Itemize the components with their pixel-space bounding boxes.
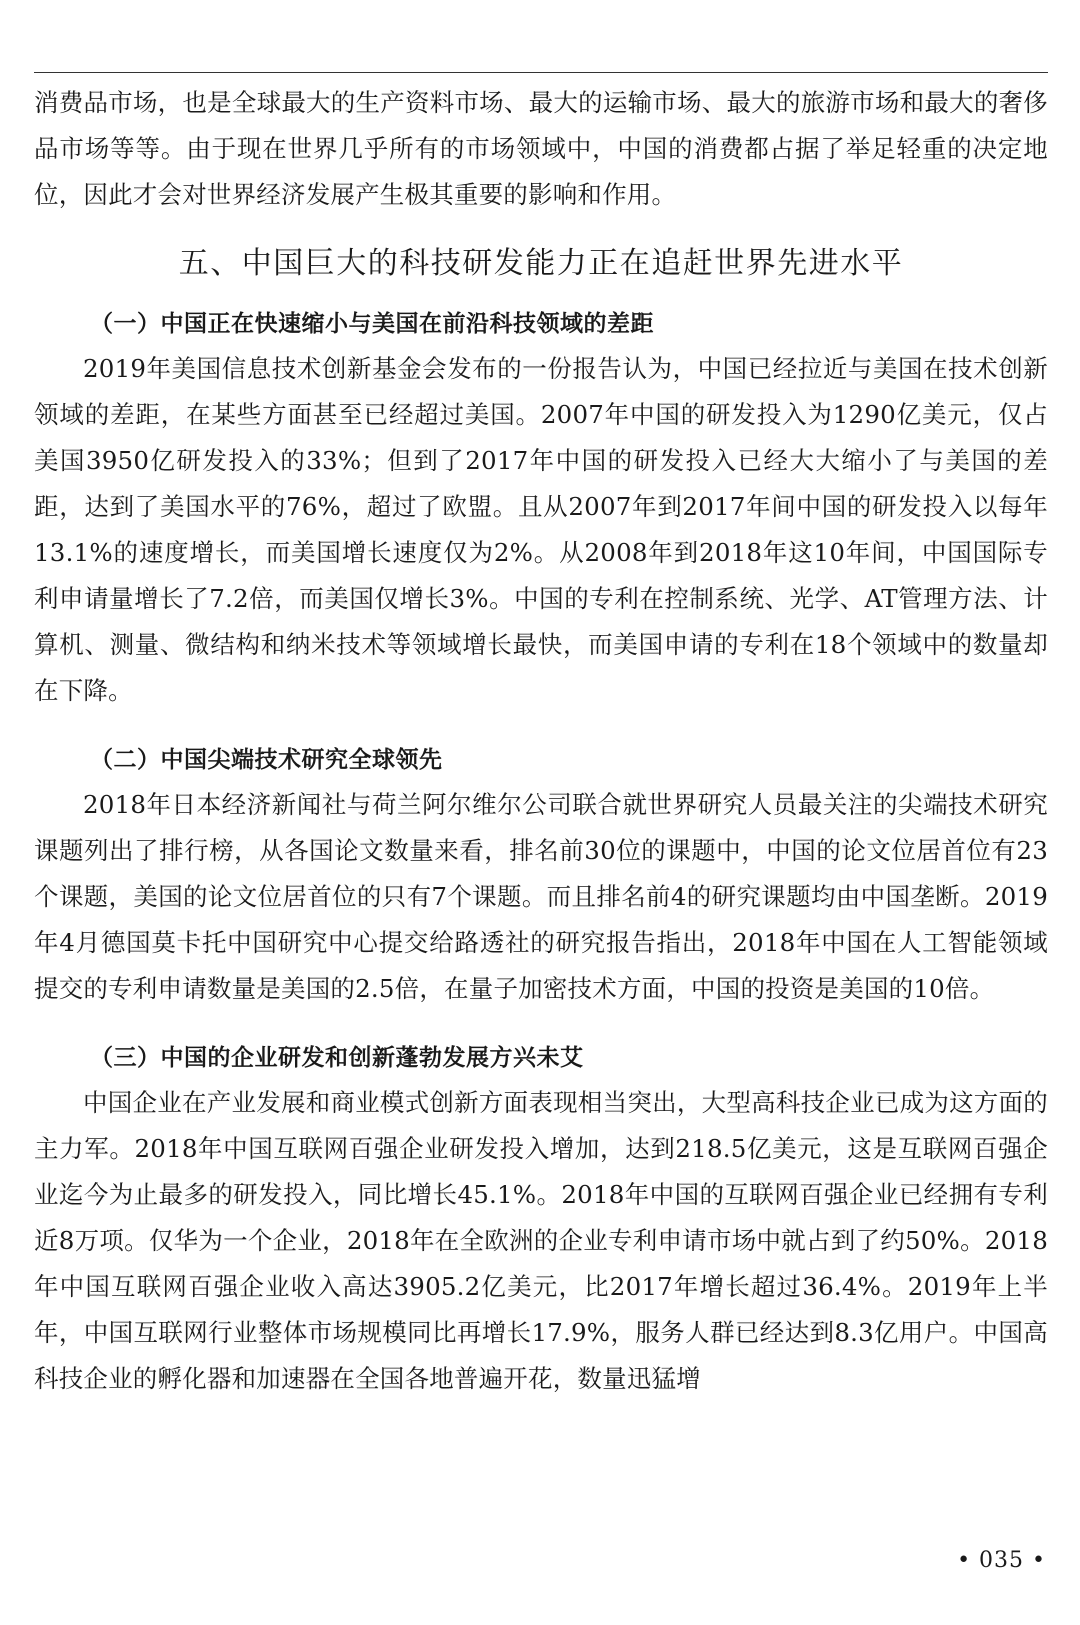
spacer — [34, 714, 1048, 738]
spacer — [34, 1012, 1048, 1036]
subsection-paragraph-3: 中国企业在产业发展和商业模式创新方面表现相当突出，大型高科技企业已成为这方面的主力军。2018年中国互联网百强企业研发投入增加，达到218.5亿美元，这是互联网百强企业迄今为止最多的研发投入，同比增长45.1%。2018年中国的互联网百强企业已经拥有专利近8万项。仅华为一个企业，2018年在全欧洲的企业专利申请市场中就占到了约50%。2018年中国互联网百强企业收入高达3905.2亿美元，比2017年增长超过36.4%。2019年上半年，中国互联网行业整体市场规模同比再增长17.9%，服务人群已经达到8.3亿用户。中国高科技企业的孵化器和加速器在全国各地普遍开花，数量迅猛增 — [34, 1088, 1048, 1393]
intro-paragraph: 消费品市场，也是全球最大的生产资料市场、最大的运输市场、最大的旅游市场和最大的奢侈品市场等等。由于现在世界几乎所有的市场领域中，中国的消费都占据了举足轻重的决定地位，因此才会对世界经济发展产生极其重要的影响和作用。 — [34, 88, 1048, 209]
top-rule — [34, 72, 1048, 73]
page-content — [34, 80, 1048, 1402]
subsection-paragraph-1: 2019年美国信息技术创新基金会发布的一份报告认为，中国已经拉近与美国在技术创新领域的差距，在某些方面甚至已经超过美国。2007年中国的研发投入为1290亿美元，仅占美国3950亿研发投入的33%；但到了2017年中国的研发投入已经大大缩小了与美国的差距，达到了美国水平的76%，超过了欧盟。且从2007年到2017年间中国的研发投入以每年13.1%的速度增长，而美国增长速度仅为2%。从2008年到2018年这10年间，中国国际专利申请量增长了7.2倍，而美国仅增长3%。中国的专利在控制系统、光学、AT管理方法、计算机、测量、微结构和纳米技术等领域增长最快，而美国申请的专利在18个领域中的数量却在下降。 — [34, 354, 1048, 705]
subsection-heading-3: （三）中国的企业研发和创新蓬勃发展方兴未艾 — [90, 1045, 584, 1071]
subsection-heading-1: （一）中国正在快速缩小与美国在前沿科技领域的差距 — [90, 311, 654, 337]
subsection-paragraph-2: 2018年日本经济新闻社与荷兰阿尔维尔公司联合就世界研究人员最关注的尖端技术研究课题列出了排行榜，从各国论文数量来看，排名前30位的课题中，中国的论文位居首位有23个课题，美国的论文位居首位的只有7个课题。而且排名前4的研究课题均由中国垄断。2019年4月德国莫卡托中国研究中心提交给路透社的研究报告指出，2018年中国在人工智能领域提交的专利申请数量是美国的2.5倍，在量子加密技术方面，中国的投资是美国的10倍。 — [34, 790, 1048, 1003]
subsection-heading-2: （二）中国尖端技术研究全球领先 — [90, 747, 443, 773]
section-title: 五、中国巨大的科技研发能力正在追赶世界先进水平 — [178, 246, 904, 281]
page-number: • 035 • — [957, 1548, 1046, 1573]
